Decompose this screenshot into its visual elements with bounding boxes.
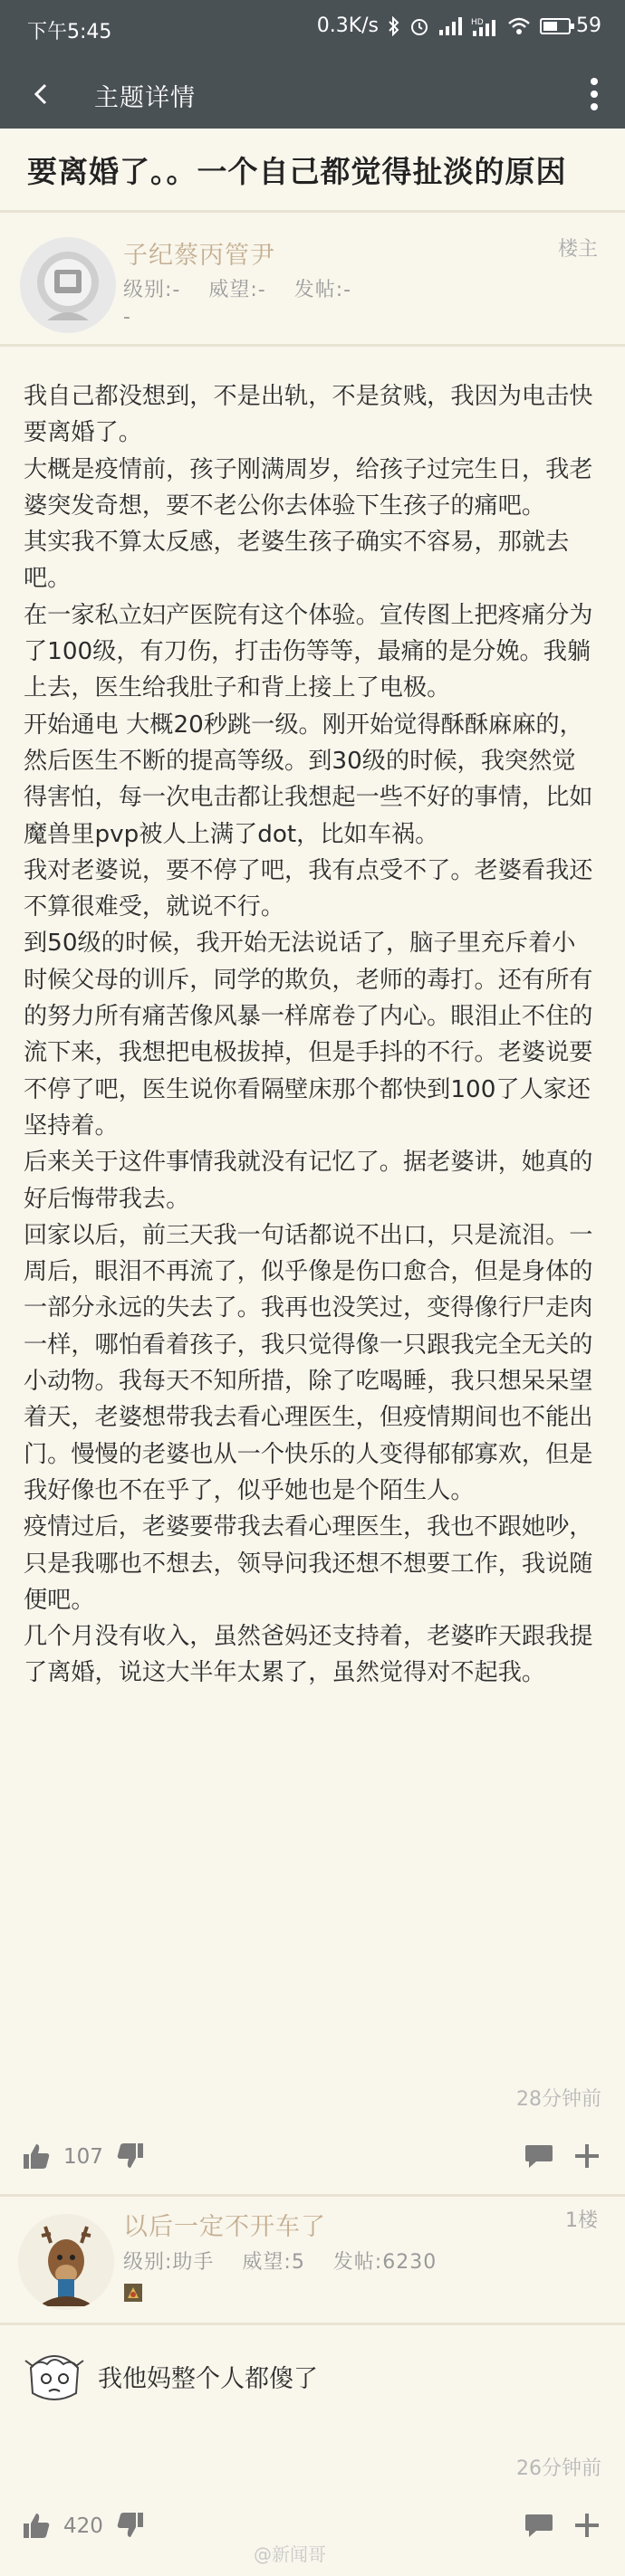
wifi-icon	[507, 17, 531, 35]
post-paragraph: 回家以后，前三天我一句话都说不出口，只是流泪。一周后，眼泪不再流了，似乎像是伤口愈合，但是身体的一部分永远的失去了。我再也没笑过，变得像行尸走肉一样，哪怕看着孩子，我只觉得像一只跟我完全无关的小动物。我每天不知所措，除了吃喝睡，我只想呆呆望着天，老婆想带我去看心理医生，但疫情期间也不能出门。慢慢的老婆也从一个快乐的人变得郁郁寡欢，但是我好像也不在乎了，似乎她也是个陌生人。	[24, 1221, 593, 1504]
reply-avatar[interactable]	[18, 2214, 114, 2310]
post-paragraph: 几个月没有收入，虽然爸妈还支持着，老婆昨天跟我提了离婚，说这大半年太累了，虽然觉得对不起我。	[24, 1623, 593, 1687]
divider	[0, 344, 625, 347]
more-vertical-icon[interactable]	[585, 74, 603, 114]
battery-icon	[540, 14, 601, 37]
like-count: 420	[63, 2514, 103, 2538]
thumbs-up-icon[interactable]	[22, 2142, 51, 2171]
like-count: 107	[63, 2145, 103, 2169]
post-paragraph: 大概是疫情前，孩子刚满周岁，给孩子过完生日，我老婆突发奇想，要不老公你去体验下生孩子的痛吧。	[24, 455, 593, 520]
sticker-emoji-icon	[22, 2342, 87, 2408]
status-time: 下午5:45	[27, 21, 112, 43]
post-paragraph: 我自己都没想到，不是出轨，不是贫贱，我因为电击快要离婚了。	[24, 383, 593, 447]
nav-title: 主题详情	[94, 84, 196, 112]
back-arrow-icon[interactable]	[25, 78, 58, 110]
watermark: @新闻哥	[254, 2543, 326, 2565]
reply-username[interactable]: 以后一定不开车了	[123, 2213, 326, 2241]
deer-avatar-icon	[18, 2214, 114, 2310]
thumbs-down-icon[interactable]	[116, 2142, 145, 2171]
floor-label: 1楼	[565, 2209, 598, 2232]
post-paragraph: 疫情过后，老婆要带我去看心理医生，我也不跟她吵，只是我哪也不想去，领导问我还想不想要工作，我说随便吧。	[24, 1513, 593, 1614]
alarm-icon	[409, 16, 429, 36]
network-speed: 0.3K/s	[316, 14, 379, 37]
thumbs-down-icon[interactable]	[116, 2511, 145, 2540]
svg-text:HD: HD	[471, 17, 484, 27]
nav-bar	[0, 58, 625, 129]
default-avatar-icon	[20, 237, 116, 333]
post-paragraph: 到50级的时候，我开始无法说话了，脑子里充斥着小时候父母的训斥，同学的欺负，老师的毒打。还有所有的努力所有痛苦像风暴一样席卷了内心。眼泪止不住的流下来，我想把电极拔掉，但是手抖的不行。老婆说要不停了吧，医生说你看隔壁床那个都快到100了人家还坚持着。	[24, 930, 593, 1140]
topic-title: 要离婚了。。一个自己都觉得扯淡的原因	[27, 154, 567, 189]
post-paragraph: 开始通电 大概20秒跳一级。刚开始觉得酥酥麻麻的，然后医生不断的提高等级。到30级的时候，我突然觉得害怕，每一次电击都让我想起一些不好的事情，比如魔兽里pvp被人上满了dot，比如车祸。	[24, 711, 593, 848]
medal-badge-icon	[123, 2283, 143, 2303]
status-icons	[317, 14, 601, 37]
post-paragraph: 其实我不算太反感，老婆生孩子确实不容易，那就去吧。	[24, 529, 570, 593]
plus-icon[interactable]	[572, 2511, 601, 2540]
status-bar	[0, 0, 625, 58]
thumbs-up-icon[interactable]	[22, 2511, 51, 2540]
op-meta-extra: -	[123, 306, 131, 329]
hd-signal-icon	[471, 16, 498, 36]
signal-icon	[438, 17, 462, 35]
post-paragraph: 我对老婆说，要不停了吧，我有点受不了。老婆看我还不算很难受，就说不行。	[24, 856, 593, 921]
floor-label: 楼主	[557, 238, 598, 261]
comment-icon[interactable]	[524, 2511, 554, 2540]
plus-icon[interactable]	[572, 2142, 601, 2171]
reply-meta: 级别:助手 威望:5 发帖:6230	[123, 2251, 438, 2274]
op-post-body	[24, 378, 596, 1692]
battery-percent: 59	[576, 14, 601, 37]
post-paragraph: 在一家私立妇产医院有这个体验。宣传图上把疼痛分为了100级，有刀伤，打击伤等等，最痛的是分娩。我躺上去，医生给我肚子和背上接上了电极。	[24, 601, 593, 702]
post-time: 28分钟前	[516, 2088, 601, 2111]
post-time: 26分钟前	[516, 2457, 601, 2480]
divider	[0, 2194, 625, 2197]
reply-text: 我他妈整个人都傻了	[98, 2365, 318, 2393]
comment-icon[interactable]	[524, 2142, 554, 2171]
bluetooth-icon	[388, 16, 400, 36]
op-meta: 级别:- 威望:- 发帖:-	[123, 279, 352, 301]
op-username[interactable]: 子纪蔡丙管尹	[123, 242, 275, 270]
post-paragraph: 后来关于这件事情我就没有记忆了。据老婆讲，她真的好后悔带我去。	[24, 1149, 593, 1213]
divider	[0, 210, 625, 213]
divider	[0, 2323, 625, 2325]
op-avatar[interactable]	[20, 237, 116, 333]
op-action-bar	[0, 2138, 625, 2178]
